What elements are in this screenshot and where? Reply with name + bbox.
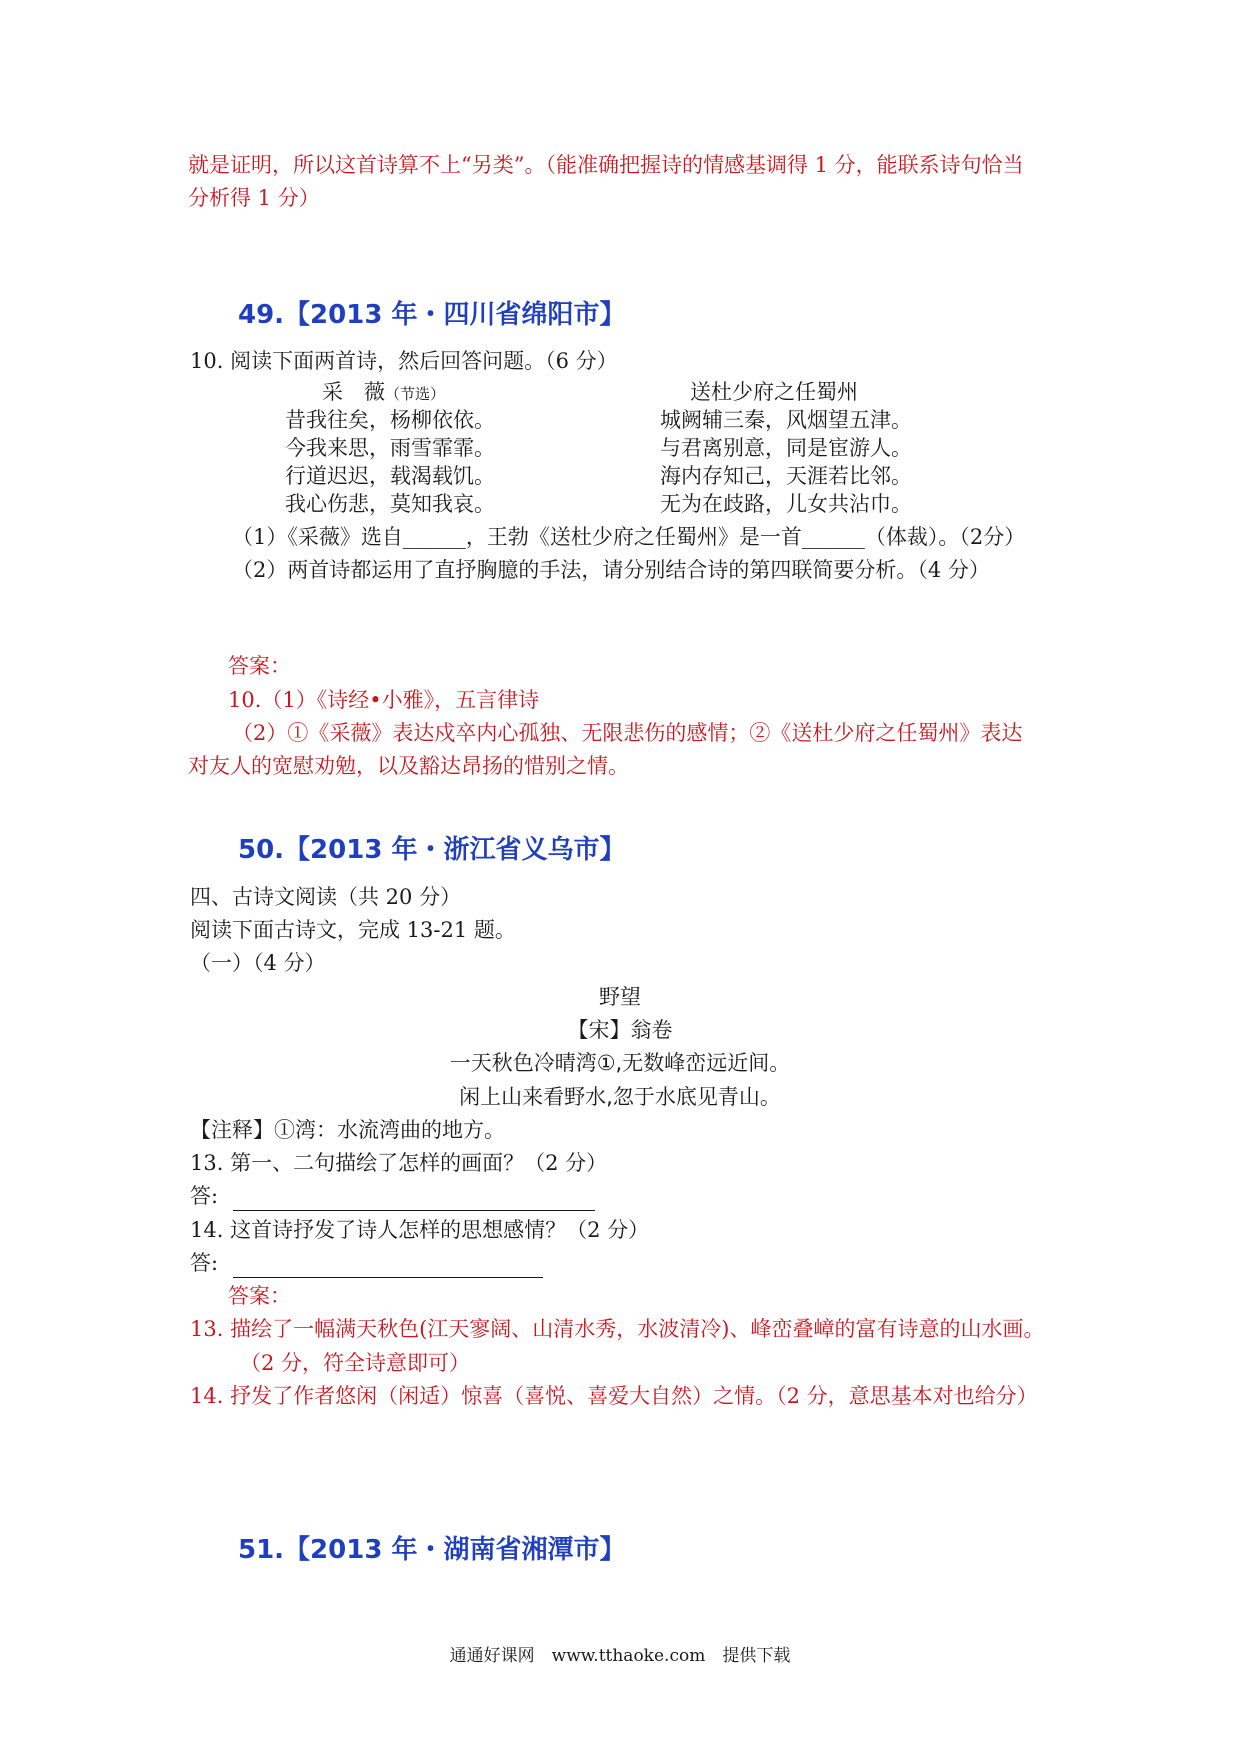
section-49-heading: 49.【2013 年・四川省绵阳市】 — [238, 300, 626, 330]
section-50-heading: 50.【2013 年・浙江省义乌市】 — [238, 835, 626, 865]
poem-line: 昔我往矣，杨柳依依。 — [285, 408, 495, 432]
poem-songdu-title: 送杜少府之任蜀州 — [690, 380, 858, 404]
poem-line: 我心伤悲，莫知我哀。 — [285, 492, 495, 516]
question-10-prompt: 10. 阅读下面两首诗，然后回答问题。（6 分） — [190, 349, 618, 373]
section-50-line-1: 四、古诗文阅读（共 20 分） — [190, 885, 462, 909]
poem-yewang-author: 【宋】翁卷 — [567, 1018, 673, 1042]
question-14: 14. 这首诗抒发了诗人怎样的思想感情？（2 分） — [190, 1218, 650, 1242]
answer-blank-line[interactable] — [233, 1188, 595, 1211]
answer-continuation-line-2: 分析得 1 分） — [188, 186, 320, 210]
answer-prefix: 答: — [190, 1184, 219, 1208]
answer-13-line-2: （2 分，符全诗意即可） — [240, 1351, 471, 1375]
question-13-answer-row — [190, 1181, 595, 1211]
section-50-line-2: 阅读下面古诗文，完成 13-21 题。 — [190, 918, 516, 942]
poem-songdu-lines — [660, 406, 912, 518]
question-13: 13. 第一、二句描绘了怎样的画面？（2 分） — [190, 1151, 608, 1175]
poem-note: （节选） — [385, 385, 446, 403]
answer-label: 答案： — [228, 654, 291, 678]
poem-line: 海内存知己，天涯若比邻。 — [660, 464, 912, 488]
poem-annotation: 【注释】①湾：水流湾曲的地方。 — [190, 1118, 505, 1142]
poem-yewang-line-1: 一天秋色冷晴湾①,无数峰峦远近间。 — [449, 1051, 791, 1075]
answer-10-part-2-line-1: （2）①《采薇》表达戍卒内心孤独、无限悲伤的感情；②《送杜少府之任蜀州》表达 — [232, 721, 1023, 745]
answer-10-part-2-line-2: 对友人的宽慰劝勉，以及豁达昂扬的惜别之情。 — [188, 754, 629, 778]
section-51-heading: 51.【2013 年・湖南省湘潭市】 — [238, 1535, 626, 1565]
poem-line: 城阙辅三秦，风烟望五津。 — [660, 408, 912, 432]
poem-yewang-line-2: 闲上山来看野水,忽于水底见青山。 — [459, 1085, 781, 1109]
poem-line: 无为在歧路，儿女共沾巾。 — [660, 492, 912, 516]
question-10-part-1: （1）《采薇》选自______，王勃《送杜少府之任蜀州》是一首______（体裁）。（2分） — [232, 525, 1026, 549]
question-10-part-2: （2）两首诗都运用了直抒胸臆的手法，请分别结合诗的第四联简要分析。（4 分） — [232, 558, 990, 582]
poem-yewang-title: 野望 — [599, 985, 641, 1009]
answer-prefix: 答: — [190, 1251, 219, 1275]
answer-label: 答案： — [228, 1284, 291, 1308]
page-footer: 通通好课网 www.tthaoke.com 提供下载 — [449, 1646, 791, 1666]
answer-continuation-line-1: 就是证明，所以这首诗算不上“另类”。（能准确把握诗的情感基调得 1 分，能联系诗句恰当 — [188, 153, 1024, 177]
section-50-line-3: （一）（4 分） — [190, 951, 326, 975]
poem-line: 今我来思，雨雪霏霏。 — [285, 436, 495, 460]
poem-line: 行道迟迟，载渴载饥。 — [285, 464, 495, 488]
answer-14: 14. 抒发了作者悠闲（闲适）惊喜（喜悦、喜爱大自然）之情。（2 分，意思基本对也给分） — [190, 1384, 1038, 1408]
poem-caiwei-title — [322, 378, 445, 408]
poem-line: 与君离别意，同是宦游人。 — [660, 436, 912, 460]
answer-13-line-1: 13. 描绘了一幅满天秋色(江天寥阔、山清水秀，水波清冷)、峰峦叠嶂的富有诗意的山水画。 — [190, 1317, 1045, 1341]
question-14-answer-row — [190, 1248, 543, 1278]
poem-title: 采 薇 — [322, 380, 385, 404]
answer-10-part-1: 10.（1）《诗经•小雅》，五言律诗 — [228, 688, 540, 712]
poem-caiwei-lines — [285, 406, 495, 518]
answer-blank-line[interactable] — [233, 1255, 543, 1278]
